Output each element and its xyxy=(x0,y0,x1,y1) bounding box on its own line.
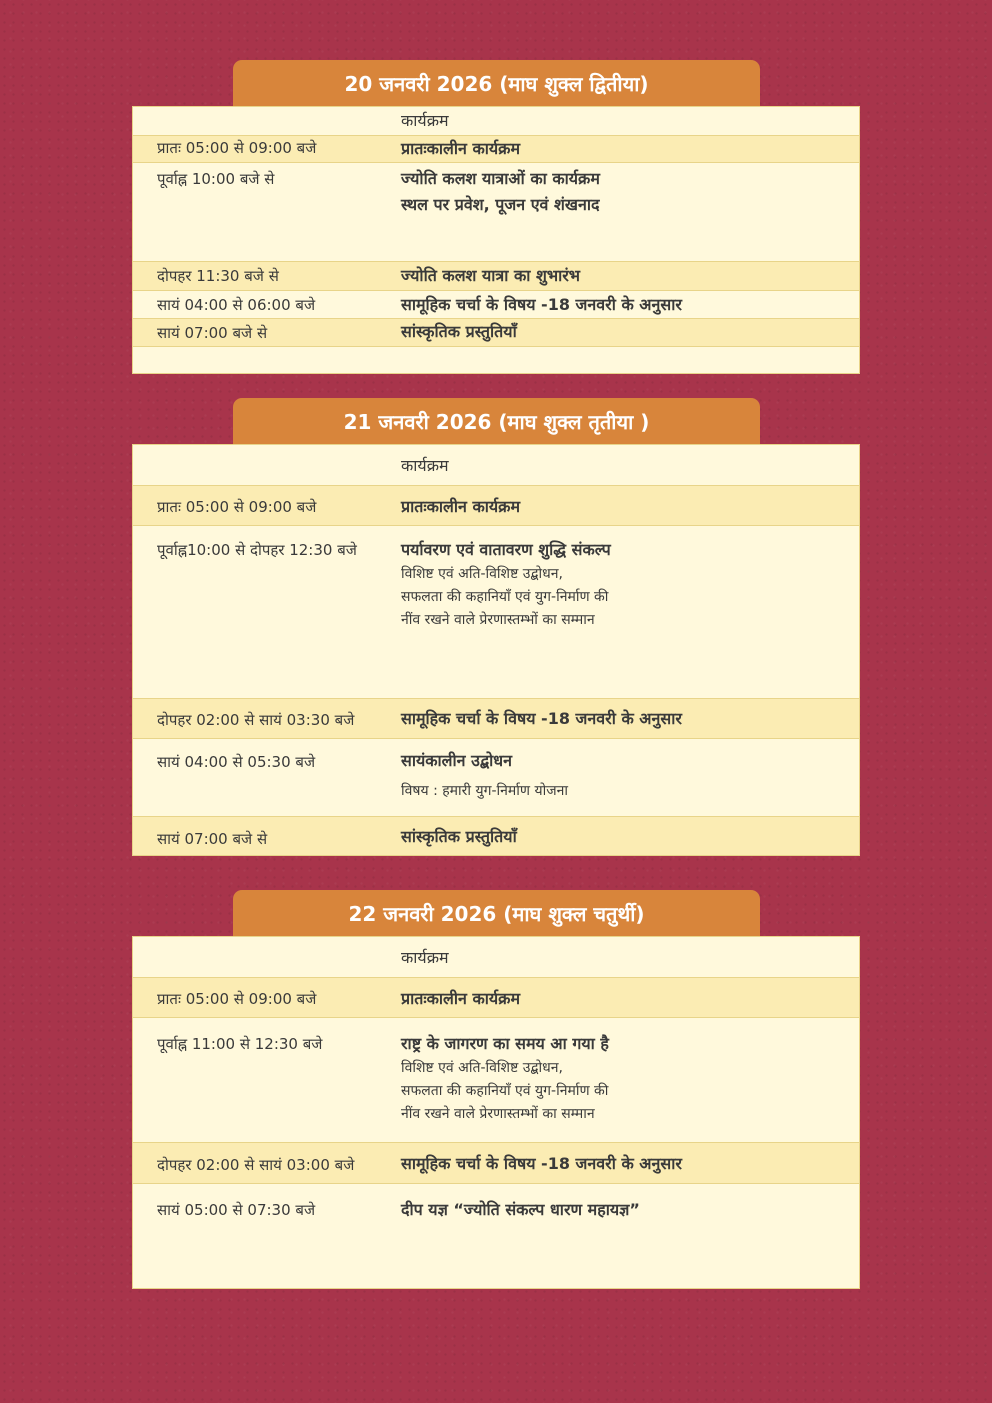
table-row xyxy=(133,135,859,162)
program-title: पर्यावरण एवं वातावरण शुद्धि संकल्प xyxy=(401,540,611,559)
time-slot: दोपहर 02:00 से सायं 03:30 बजे xyxy=(157,711,355,729)
table-row xyxy=(133,698,859,738)
program-title: सामूहिक चर्चा के विषय -18 जनवरी के अनुसार xyxy=(401,295,682,314)
table-row xyxy=(133,290,859,318)
program-title: सायंकालीन उद्बोधन xyxy=(401,751,513,770)
table-header-row xyxy=(133,445,859,485)
program-detail: सफलता की कहानियाँ एवं युग-निर्माण की xyxy=(401,1083,609,1099)
table-header-row xyxy=(133,937,859,977)
program-detail: नींव रखने वाले प्रेरणास्तम्भों का सम्मान xyxy=(401,1106,595,1122)
table-row xyxy=(133,1142,859,1183)
table-row xyxy=(133,1183,859,1288)
table-row xyxy=(133,261,859,290)
time-slot: पूर्वाह्न 11:00 से 12:30 बजे xyxy=(157,1035,323,1053)
time-slot: प्रातः 05:00 से 09:00 बजे xyxy=(157,139,317,157)
column-label: कार्यक्रम xyxy=(401,111,449,130)
program-title: प्रातःकालीन कार्यक्रम xyxy=(401,989,521,1008)
table-row xyxy=(133,1017,859,1142)
day-3-schedule-table xyxy=(132,936,860,1289)
day-2-header: 21 जनवरी 2026 (माघ शुक्ल तृतीया ) xyxy=(233,398,760,444)
table-row xyxy=(133,525,859,698)
day-3-header: 22 जनवरी 2026 (माघ शुक्ल चतुर्थी) xyxy=(233,890,760,936)
table-row-empty xyxy=(133,346,859,373)
program-detail: विशिष्ट एवं अति-विशिष्ट उद्बोधन, xyxy=(401,566,563,582)
program-title: ज्योति कलश यात्राओं का कार्यक्रम xyxy=(401,169,600,188)
table-row xyxy=(133,485,859,525)
program-title: राष्ट्र के जागरण का समय आ गया है xyxy=(401,1034,609,1053)
program-title: सामूहिक चर्चा के विषय -18 जनवरी के अनुसार xyxy=(401,709,682,728)
column-label: कार्यक्रम xyxy=(401,456,449,475)
day-1-schedule-table xyxy=(132,106,860,374)
program-title: सामूहिक चर्चा के विषय -18 जनवरी के अनुसार xyxy=(401,1154,682,1173)
table-row xyxy=(133,816,859,855)
program-title: सांस्कृतिक प्रस्तुतियाँ xyxy=(401,827,517,846)
program-detail: विषय : हमारी युग-निर्माण योजना xyxy=(401,783,569,799)
program-title: सांस्कृतिक प्रस्तुतियाँ xyxy=(401,322,517,341)
time-slot: सायं 04:00 से 06:00 बजे xyxy=(157,296,316,314)
time-slot: प्रातः 05:00 से 09:00 बजे xyxy=(157,990,317,1008)
program-title-line-2: स्थल पर प्रवेश, पूजन एवं शंखनाद xyxy=(401,195,600,214)
time-slot: दोपहर 11:30 बजे से xyxy=(157,267,279,285)
time-slot: सायं 07:00 बजे से xyxy=(157,324,268,342)
time-slot: पूर्वाह्न10:00 से दोपहर 12:30 बजे xyxy=(157,541,357,559)
column-label: कार्यक्रम xyxy=(401,948,449,967)
table-header-row xyxy=(133,107,859,135)
time-slot: सायं 05:00 से 07:30 बजे xyxy=(157,1201,316,1219)
program-title: दीप यज्ञ “ज्योति संकल्प धारण महायज्ञ” xyxy=(401,1200,640,1219)
program-title: प्रातःकालीन कार्यक्रम xyxy=(401,497,521,516)
program-title: ज्योति कलश यात्रा का शुभारंभ xyxy=(401,266,581,285)
table-row xyxy=(133,318,859,346)
time-slot: पूर्वाह्न 10:00 बजे से xyxy=(157,170,275,188)
time-slot: प्रातः 05:00 से 09:00 बजे xyxy=(157,498,317,516)
program-title: प्रातःकालीन कार्यक्रम xyxy=(401,139,521,158)
table-row xyxy=(133,738,859,816)
time-slot: सायं 07:00 बजे से xyxy=(157,830,268,848)
program-detail: विशिष्ट एवं अति-विशिष्ट उद्बोधन, xyxy=(401,1060,563,1076)
program-detail: नींव रखने वाले प्रेरणास्तम्भों का सम्मान xyxy=(401,612,595,628)
table-row xyxy=(133,162,859,261)
day-1-header: 20 जनवरी 2026 (माघ शुक्ल द्वितीया) xyxy=(233,60,760,106)
program-detail: सफलता की कहानियाँ एवं युग-निर्माण की xyxy=(401,589,609,605)
day-2-schedule-table xyxy=(132,444,860,856)
time-slot: सायं 04:00 से 05:30 बजे xyxy=(157,753,316,771)
table-row xyxy=(133,977,859,1017)
time-slot: दोपहर 02:00 से सायं 03:00 बजे xyxy=(157,1156,355,1174)
